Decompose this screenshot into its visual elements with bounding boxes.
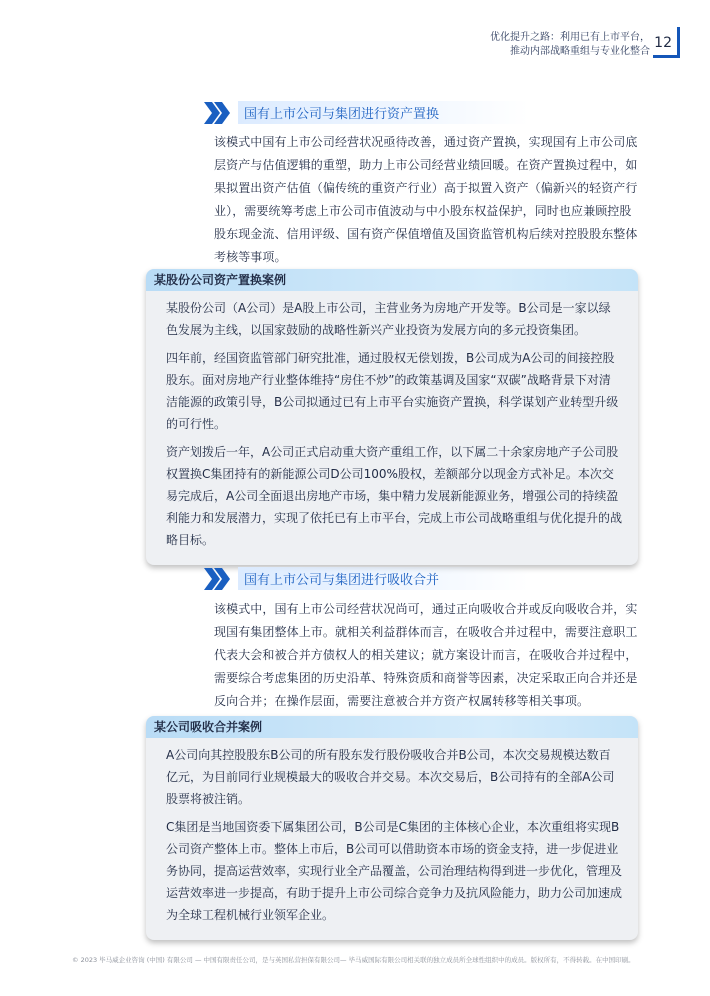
case-paragraph: C集团是当地国资委下属集团公司，B公司是C集团的主体核心企业，本次重组将实现B公司资产整体上市。整体上市后，B公司可以借助资本市场的资金支持，进一步促进业务协同，提高运营效率，实现行业全产品覆盖，公司治理结构得到进一步优化，管理及运营效率进一步提高，有助于提升上市公司综合竞争力及抗风险能力，助力公司加速成为全球工程机械行业领军企业。 [166, 820, 623, 922]
case-paragraph: A公司向其控股股东B公司的所有股东发行股份吸收合并B公司，本次交易规模达数百亿元，为目前同行业规模最大的吸收合并交易。本次交易后，B公司持有的全部A公司股票将被注销。 [166, 748, 615, 806]
case-card-asset-swap [146, 269, 638, 565]
case-paragraph: 某股份公司（A公司）是A股上市公司，主营业务为房地产开发等。B公司是一家以绿色发展为主线，以国家鼓励的战略性新兴产业投资为发展方向的多元投资集团。 [166, 301, 611, 337]
section-heading-asset-swap [204, 101, 529, 124]
double-chevron-icon [204, 568, 232, 590]
case-body [146, 738, 638, 940]
case-title: 某股份公司资产置换案例 [146, 269, 638, 291]
double-chevron-icon [204, 102, 232, 124]
header-line-1: 优化提升之路：利用已有上市平台， [490, 32, 650, 43]
section-title: 国有上市公司与集团进行资产置换 [238, 101, 529, 124]
case-card-merger [146, 716, 638, 940]
case-body [146, 291, 638, 565]
case-title: 某公司吸收合并案例 [146, 716, 638, 738]
case-paragraph: 资产划拨后一年，A公司正式启动重大资产重组工作，以下属二十余家房地产子公司股权置换C集团持有的新能源公司D公司100%股权，差额部分以现金方式补足。本次交易完成后，A公司全面退出房地产市场，集中精力发展新能源业务，增强公司的持续盈利能力和发展潜力，实现了依托已有上市平台，完成上市公司战略重组与优化提升的战略目标。 [166, 445, 623, 547]
copyright-footer: © 2023 毕马威企业咨询 (中国) 有限公司 — 中国有限责任公司，是与英国私营担保有限公司— 毕马威国际有限公司相关联的独立成员所全球性组织中的成员。版权所有，不得转载。在中国印刷。 [72, 956, 635, 964]
header-line-2: 推动内部战略重组与专业化整合 [510, 46, 650, 57]
section-heading-merger [204, 567, 529, 590]
running-header [490, 31, 650, 59]
section-body: 该模式中，国有上市公司经营状况尚可，通过正向吸收合并或反向吸收合并，实现国有集团整体上市。就相关利益群体而言，在吸收合并过程中，需要注意职工代表大会和被合并方债权人的相关建议；就方案设计而言，在吸收合并过程中，需要综合考虑集团的历史沿革、特殊资质和商誉等因素，决定采取正向合并还是反向合并；在操作层面，需要注意被合并方资产权属转移等相关事项。 [214, 602, 638, 708]
page-number: 12 [654, 35, 672, 51]
case-paragraph: 四年前，经国资监管部门研究批准，通过股权无偿划拨，B公司成为A公司的间接控股股东。面对房地产行业整体维持“房住不炒”的政策基调及国家“双碳”战略背景下对清洁能源的政策引导，B公司拟通过已有上市平台实施资产置换，科学谋划产业转型升级的可行性。 [166, 351, 619, 431]
section-title: 国有上市公司与集团进行吸收合并 [238, 567, 529, 590]
section-body: 该模式中国有上市公司经营状况亟待改善，通过资产置换，实现国有上市公司底层资产与估值逻辑的重塑，助力上市公司经营业绩回暖。在资产置换过程中，如果拟置出资产估值（偏传统的重资产行业）高于拟置入资产（偏新兴的轻资产行业），需要统筹考虑上市公司市值波动与中小股东权益保护，同时也应兼顾控股股东现金流、信用评级、国有资产保值增值及国资监管机构后续对控股股东整体考核等事项。 [214, 135, 638, 264]
